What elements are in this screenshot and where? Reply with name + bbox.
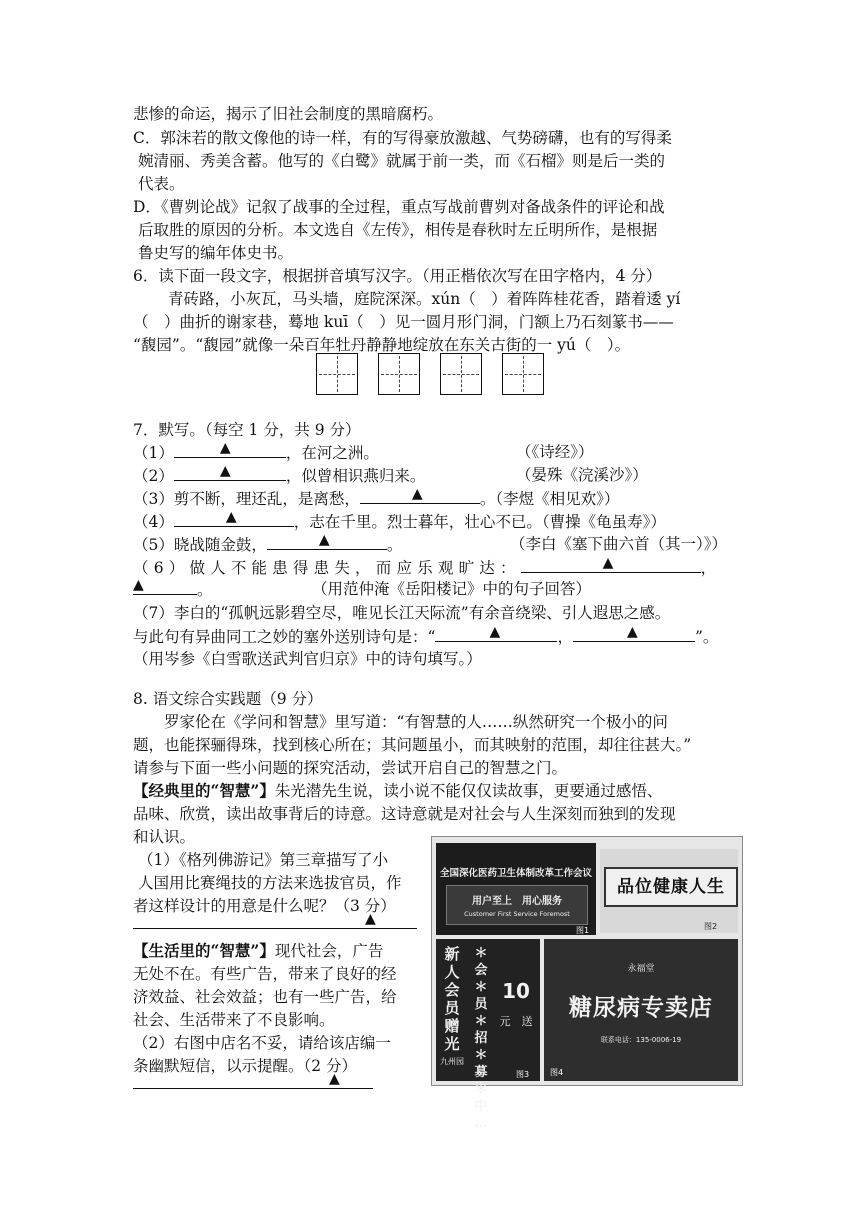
life-wisdom-line4: 社会、生活带来了不良影响。 [133,1011,335,1029]
q8-item-2-line1: （2）右图中店名不妥，请给该店编一 [133,1034,391,1052]
q7-item-6-note: （用范仲淹《岳阳楼记》中的句子回答） [312,580,592,598]
sign-1-banner: 全国深化医药卫生体制改革工作会议 [440,868,593,879]
q7-item-5-source: （李白《塞下曲六首（其一）》） [510,535,728,553]
tianzige-box-2[interactable] [378,353,420,395]
answer-blank[interactable]: ▲ [174,464,286,481]
q8-item-1-line3: 者这样设计的用意是什么呢？（3 分） [133,897,396,915]
option-d-line2: 后取胜的原因的分析。本文选自《左传》，相传是春秋时左丘明所作，是根据 [138,221,658,239]
q7-item-1-source: （《诗经》） [516,443,594,461]
sign-figure-2 [600,849,738,933]
sign-2-text: 品位健康人生 [604,867,738,907]
classic-wisdom-section: 【经典里的“智慧”】朱光潜先生说，读小说不能仅仅读故事，更要通过感悟、 [133,781,663,800]
answer-blank[interactable]: ▲ [521,556,701,573]
tianzige-box-3[interactable] [440,353,482,395]
answer-blank[interactable]: ▲ [573,625,695,642]
option-b-tail: 悲惨的命运，揭示了旧社会制度的黑暗腐朽。 [133,105,444,123]
sign-figure-4: 永福堂 糖尿病专卖店 联系电话：135-0006-19 图4 [544,939,738,1081]
section-heading-life: 【生活里的“智慧”】 [133,941,275,960]
tianzige-box-4[interactable] [502,353,544,395]
option-d-line1: D．《曹刿论战》记叙了战事的全过程，重点写战前曹刿对备战条件的评论和战 [133,198,665,216]
sign-4-store-name: 糖尿病专卖店 [569,995,713,1021]
q7-item-1: （1） ▲ ，在河之洲。 [133,440,379,462]
question-8-intro-line3: 请参与下面一些小问题的探究活动，尝试开启自己的智慧之门。 [133,759,568,777]
section-heading-classic: 【经典里的“智慧”】 [133,781,275,800]
question-6-text-line3: “馥园”。“馥园”就像一朵百年牡丹静静地绽放在东关古街的一 yú（ ）。 [133,336,631,354]
q7-item-4: （4） ▲ ，志在千里。烈士暮年，壮心不已。（曹操《龟虽寿》） [133,509,666,531]
life-wisdom-line3: 济效益、社会效益；也有一些广告，给 [133,988,397,1006]
advertisement-photo-collage [431,836,743,1131]
q7-item-2-source: （晏殊《浣溪沙》） [516,466,648,484]
question-7-title: 7．默写。（每空 1 分，共 9 分） [133,421,361,439]
q7-item-6: （6）做人不能患得患失，而应乐观旷达： ▲ ， [133,555,717,577]
sign-1-board: 用户至上 用心服务 Customer First Service Foremost [446,885,588,925]
figure-label-2: 图2 [704,922,718,931]
question-8-intro-line1: 罗家伦在《学问和智慧》里写道：“有智慧的人……纵然研究一个极小的问 [164,713,668,731]
q7-item-7-line2: 与此句有异曲同工之妙的塞外送别诗句是：“ ▲ ， ▲ ”。 [133,624,719,646]
q7-item-7-note: （用岑参《白雪歌送武判官归京》中的诗句填写。） [133,650,482,668]
sign-3-number: 10 [502,979,530,1003]
tianzige-box-1[interactable] [316,353,358,395]
option-c-line3: 代表。 [138,175,185,193]
sign-figure-1 [436,843,596,935]
question-8-intro-line2: 题，也能探骊得珠，找到核心所在；其问题虽小，而其映射的范围，却往往甚大。” [133,736,692,754]
q8-item-1-answer [133,912,417,935]
classic-wisdom-line3: 和认识。 [133,828,196,846]
option-c-line2: 婉清丽、秀美含蓄。他写的《白鹭》就属于前一类，而《石榴》则是后一类的 [138,152,666,170]
life-wisdom-section: 【生活里的“智慧”】现代社会，广告 [133,941,384,960]
answer-blank[interactable]: ▲ [133,578,197,595]
q8-item-1-line1: （1）《格列佛游记》第三章描写了小 [138,851,389,869]
figure-label-3: 图3 [516,1070,530,1079]
q7-item-6-cont: ▲ 。 [133,577,213,599]
life-wisdom-line2: 无处不在。有些广告，带来了良好的经 [133,965,397,983]
figure-label-1: 图1 [576,926,590,935]
answer-blank[interactable]: ▲ [360,487,480,504]
answer-blank[interactable]: ▲ [174,441,286,458]
q8-item-2-answer [133,1072,373,1095]
q8-item-1-line2: 人国用比赛绳技的方法来选拔官员，作 [138,874,402,892]
q7-item-2: （2） ▲ ，似曾相识燕归来。 [133,463,426,485]
q8-item-2-line2: 条幽默短信，以示提醒。（2 分） [133,1057,358,1075]
question-8-title: 8. 语文综合实践题（9 分） [133,690,323,708]
answer-blank[interactable]: ▲ [174,510,294,527]
answer-blank[interactable]: ▲ [435,625,557,642]
option-d-line3: 鲁史写的编年体史书。 [138,244,294,262]
question-6-text-line2: （ ）曲折的谢家巷，蓦地 kuī（ ）见一圆月形门洞，门额上乃石刻篆书—— [133,313,674,331]
answer-blank[interactable]: ▲ [133,1072,373,1089]
question-6-title: 6．读下面一段文字，根据拼音填写汉字。（用正楷依次写在田字格内，4 分） [133,267,662,285]
q7-item-3: （3）剪不断，理还乱，是离愁， ▲ 。（李煜《相见欢》） [133,486,620,508]
option-c-line1: C．郭沫若的散文像他的诗一样，有的写得豪放激越、气势磅礴，也有的写得柔 [133,129,672,147]
answer-blank[interactable]: ▲ [133,912,417,929]
question-6-text-line1: 青砖路，小灰瓦，马头墙，庭院深深。xún（ ）着阵阵桂花香，踏着逶 yí [168,290,681,308]
q7-item-7-line1: （7）李白的“孤帆远影碧空尽，唯见长江天际流”有余音绕梁、引人遐思之感。 [133,604,671,622]
classic-wisdom-line2: 品味、欣赏，读出故事背后的诗意。这诗意就是对社会与人生深刻而独到的发现 [133,805,676,823]
sign-figure-3: 新 人 会 员 赠 光 ＊会 ＊员 ＊招 ＊募 ＊中 … 10 元 送 九州园 图3 [436,939,540,1081]
answer-blank[interactable]: ▲ [267,533,387,550]
figure-label-4: 图4 [550,1068,564,1077]
q7-item-5: （5）晓战随金鼓， ▲ 。 [133,532,403,554]
